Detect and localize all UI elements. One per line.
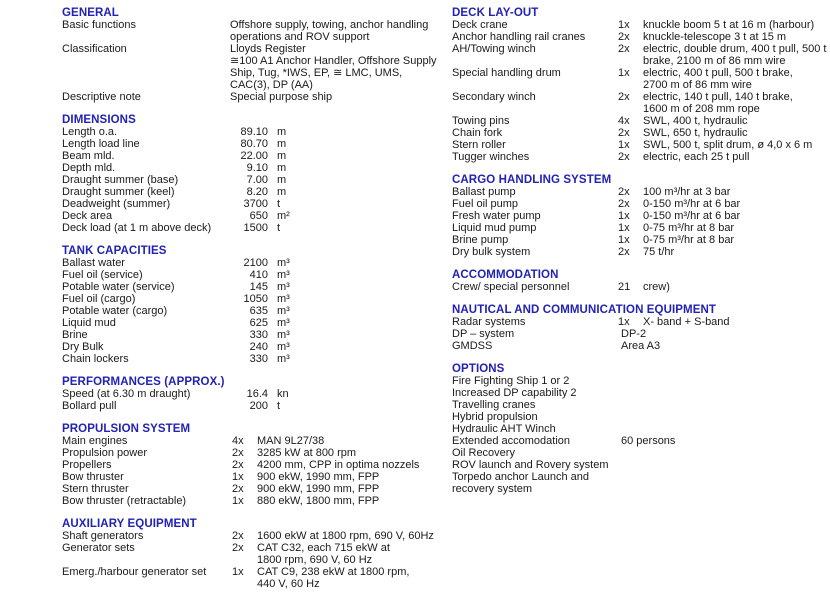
row-quantity: 1x xyxy=(618,222,630,234)
row-description xyxy=(643,67,793,91)
spec-row xyxy=(62,353,448,365)
row-label: DP – system xyxy=(452,328,515,340)
row-quantity: 1x xyxy=(618,234,630,246)
spec-row xyxy=(62,400,448,412)
text-line: CAC(3), DP (AA) xyxy=(230,79,313,91)
description-line: SWL, 650 t, hydraulic xyxy=(643,127,748,139)
section-dimensions xyxy=(62,114,448,234)
spec-row xyxy=(62,542,448,566)
row-label: Deadweight (summer) xyxy=(62,198,171,210)
description-line: 1600 ekW at 1800 rpm, 690 V, 60Hz xyxy=(257,530,434,542)
spec-row xyxy=(62,198,448,210)
row-label: Fuel oil (cargo) xyxy=(62,293,136,305)
row-description xyxy=(643,19,814,31)
spec-row xyxy=(62,459,448,471)
row-value: 200 xyxy=(249,400,268,412)
spec-row xyxy=(62,222,448,234)
row-value: 650 xyxy=(249,210,268,222)
row-value: 60 persons xyxy=(621,435,676,447)
row-label: Bollard pull xyxy=(62,400,117,412)
spec-row xyxy=(452,328,828,340)
description-line: 3285 kW at 800 rpm xyxy=(257,447,357,459)
row-unit: m³ xyxy=(277,257,290,269)
row-quantity: 2x xyxy=(618,198,630,210)
section-deck-lay-out xyxy=(452,7,828,163)
spec-row xyxy=(452,210,828,222)
row-label: Dry bulk system xyxy=(452,246,531,258)
row-description xyxy=(643,281,670,293)
row-label: Stern thruster xyxy=(62,483,129,495)
row-value: 1050 xyxy=(243,293,268,305)
spec-row xyxy=(62,174,448,186)
row-value: 22.00 xyxy=(240,150,268,162)
row-quantity: 2x xyxy=(618,127,630,139)
row-quantity: 2x xyxy=(618,151,630,163)
section-options xyxy=(452,363,828,495)
row-description xyxy=(257,459,419,471)
spec-row xyxy=(452,151,828,163)
text-line: Special purpose ship xyxy=(230,91,333,103)
description-line: 75 t/hr xyxy=(643,246,675,258)
row-description xyxy=(257,483,379,495)
row-unit: m xyxy=(277,138,287,150)
row-label: Extended accomodation xyxy=(452,435,571,447)
description-line: 0-75 m³/hr at 8 bar xyxy=(643,234,735,246)
spec-row xyxy=(62,293,448,305)
row-label: GMDSS xyxy=(452,340,493,352)
row-label: Torpedo anchor Launch and xyxy=(452,471,589,483)
spec-row xyxy=(452,198,828,210)
row-label: Length load line xyxy=(62,138,140,150)
description-line: 900 ekW, 1990 mm, FPP xyxy=(257,483,380,495)
row-label: Brine pump xyxy=(452,234,509,246)
spec-row xyxy=(452,447,828,459)
spec-row xyxy=(62,329,448,341)
row-value: DP-2 xyxy=(621,328,647,340)
row-label: Liquid mud xyxy=(62,317,116,329)
row-description xyxy=(257,542,390,566)
description-line: electric, double drum, 400 t pull, 500 t xyxy=(643,43,827,55)
spec-row xyxy=(452,375,828,387)
row-unit: m xyxy=(277,174,287,186)
spec-row xyxy=(62,281,448,293)
text-line: Lloyds Register xyxy=(230,43,306,55)
row-unit: m xyxy=(277,186,287,198)
row-label: Potable water (service) xyxy=(62,281,175,293)
row-unit: m xyxy=(277,162,287,174)
row-label: Descriptive note xyxy=(62,91,141,103)
row-description xyxy=(643,246,674,258)
spec-row xyxy=(62,566,448,590)
spec-row xyxy=(452,186,828,198)
row-quantity: 1x xyxy=(232,495,244,507)
spec-row xyxy=(452,399,828,411)
row-description xyxy=(643,186,730,198)
spec-row xyxy=(62,269,448,281)
row-description xyxy=(643,43,826,67)
row-value: 330 xyxy=(249,353,268,365)
row-unit: m³ xyxy=(277,269,290,281)
row-text xyxy=(230,19,428,43)
row-description xyxy=(643,127,748,139)
row-value: 240 xyxy=(249,341,268,353)
section-title: PERFORMANCES (APPROX.) xyxy=(62,376,225,388)
spec-row xyxy=(452,387,828,399)
row-label: Shaft generators xyxy=(62,530,144,542)
section-title: DIMENSIONS xyxy=(62,114,136,126)
section-title: TANK CAPACITIES xyxy=(62,245,167,257)
spec-row xyxy=(452,316,828,328)
row-unit: t xyxy=(277,222,281,234)
description-line: X- band + S-band xyxy=(643,316,730,328)
row-label: Ballast water xyxy=(62,257,125,269)
description-line: electric, each 25 t pull xyxy=(643,151,750,163)
spec-row xyxy=(62,19,448,43)
row-label: Draught summer (keel) xyxy=(62,186,175,198)
description-line: 1800 rpm, 690 V, 60 Hz xyxy=(257,554,373,566)
row-value: 635 xyxy=(249,305,268,317)
row-label: Draught summer (base) xyxy=(62,174,179,186)
row-quantity: 2x xyxy=(232,459,244,471)
row-quantity: 1x xyxy=(618,139,630,151)
row-label: Speed (at 6.30 m draught) xyxy=(62,388,191,400)
row-quantity: 1x xyxy=(618,316,630,328)
section-cargo-handling-system xyxy=(452,174,828,258)
description-line: 4200 mm, CPP in optima nozzels xyxy=(257,459,420,471)
section-title: DECK LAY-OUT xyxy=(452,7,539,19)
section-title: AUXILIARY EQUIPMENT xyxy=(62,518,197,530)
row-label: Liquid mud pump xyxy=(452,222,537,234)
spec-row xyxy=(62,317,448,329)
row-label: Special handling drum xyxy=(452,67,561,79)
spec-row xyxy=(62,305,448,317)
row-description xyxy=(643,210,740,222)
row-text xyxy=(230,43,437,91)
spec-row xyxy=(452,246,828,258)
row-label: Classification xyxy=(62,43,127,55)
row-quantity: 2x xyxy=(618,43,630,55)
row-unit: m xyxy=(277,126,287,138)
row-label: Ballast pump xyxy=(452,186,516,198)
row-unit: kn xyxy=(277,388,289,400)
description-line: 2700 m of 86 mm wire xyxy=(643,79,752,91)
row-label: Bow thruster xyxy=(62,471,124,483)
spec-row xyxy=(452,423,828,435)
row-quantity: 1x xyxy=(618,19,630,31)
row-label: Potable water (cargo) xyxy=(62,305,168,317)
row-value: 330 xyxy=(249,329,268,341)
row-text xyxy=(230,91,332,103)
row-label: Deck load (at 1 m above deck) xyxy=(62,222,212,234)
row-label: Chain lockers xyxy=(62,353,129,365)
spec-row xyxy=(62,483,448,495)
spec-row xyxy=(62,91,448,103)
row-description xyxy=(643,316,730,328)
section-general xyxy=(62,7,448,103)
row-label: Basic functions xyxy=(62,19,136,31)
row-quantity: 2x xyxy=(618,186,630,198)
spec-row xyxy=(62,471,448,483)
row-label: Emerg./harbour generator set xyxy=(62,566,207,578)
row-value: 16.4 xyxy=(246,388,268,400)
row-label: Deck crane xyxy=(452,19,508,31)
row-value: 89.10 xyxy=(240,126,268,138)
description-line: crew) xyxy=(643,281,670,293)
row-unit: t xyxy=(277,400,281,412)
section-title: CARGO HANDLING SYSTEM xyxy=(452,174,612,186)
row-description xyxy=(643,198,740,210)
row-quantity: 2x xyxy=(232,483,244,495)
section-tank-capacities xyxy=(62,245,448,365)
description-line: 1600 m of 208 mm rope xyxy=(643,103,760,115)
spec-row xyxy=(62,126,448,138)
row-label: Stern roller xyxy=(452,139,506,151)
text-line: Ship, Tug, *IWS, EP, ≅ LMC, UMS, xyxy=(230,67,403,79)
spec-row xyxy=(452,31,828,43)
description-line: 880 ekW, 1800 mm, FPP xyxy=(257,495,380,507)
description-line: brake, 2100 m of 86 mm wire xyxy=(643,55,786,67)
row-label: Hybrid propulsion xyxy=(452,411,538,423)
row-unit: m² xyxy=(277,210,290,222)
row-label: Travelling cranes xyxy=(452,399,536,411)
description-line: electric, 140 t pull, 140 t brake, xyxy=(643,91,793,103)
row-description xyxy=(257,447,356,459)
description-line: CAT C9, 238 ekW at 1800 rpm, xyxy=(257,566,410,578)
spec-row xyxy=(62,495,448,507)
row-description xyxy=(643,115,748,127)
row-description xyxy=(643,234,734,246)
row-quantity: 4x xyxy=(618,115,630,127)
row-value: 8.20 xyxy=(246,186,268,198)
spec-row xyxy=(62,341,448,353)
row-description xyxy=(257,435,324,447)
row-value: 625 xyxy=(249,317,268,329)
row-value: 7.00 xyxy=(246,174,268,186)
spec-row xyxy=(62,530,448,542)
row-value: 410 xyxy=(249,269,268,281)
row-quantity: 21 xyxy=(618,281,631,293)
spec-row xyxy=(452,459,828,471)
row-label: Chain fork xyxy=(452,127,503,139)
row-label: Tugger winches xyxy=(452,151,530,163)
row-label: Towing pins xyxy=(452,115,510,127)
spec-row xyxy=(452,340,828,352)
row-quantity: 2x xyxy=(232,542,244,554)
row-unit: m xyxy=(277,150,287,162)
row-quantity: 2x xyxy=(232,530,244,542)
row-label: Secondary winch xyxy=(452,91,536,103)
section-auxiliary-equipment xyxy=(62,518,448,590)
row-description xyxy=(643,151,749,163)
spec-left-column xyxy=(62,7,448,590)
row-unit: m³ xyxy=(277,329,290,341)
row-quantity: 2x xyxy=(618,91,630,103)
section-performances-approx xyxy=(62,376,448,412)
row-quantity: 1x xyxy=(618,67,630,79)
row-unit: m³ xyxy=(277,353,290,365)
spec-row xyxy=(452,471,828,483)
description-line: 0-75 m³/hr at 8 bar xyxy=(643,222,735,234)
row-quantity: 1x xyxy=(618,210,630,222)
spec-row xyxy=(452,222,828,234)
row-label: ROV launch and Rovery system xyxy=(452,459,609,471)
row-value: 9.10 xyxy=(246,162,268,174)
row-label: Radar systems xyxy=(452,316,526,328)
row-label: Hydraulic AHT Winch xyxy=(452,423,556,435)
row-unit: m³ xyxy=(277,305,290,317)
row-unit: m³ xyxy=(277,317,290,329)
text-line: ≅100 A1 Anchor Handler, Offshore Supply xyxy=(230,55,437,67)
row-label: Fresh water pump xyxy=(452,210,541,222)
row-unit: m³ xyxy=(277,341,290,353)
row-quantity: 2x xyxy=(618,31,630,43)
row-label: Propellers xyxy=(62,459,112,471)
spec-row xyxy=(62,257,448,269)
row-value: 3700 xyxy=(243,198,268,210)
description-line: knuckle-telescope 3 t at 15 m xyxy=(643,31,787,43)
section-title: PROPULSION SYSTEM xyxy=(62,423,191,435)
row-description xyxy=(643,139,812,151)
spec-row xyxy=(452,281,828,293)
row-label: Length o.a. xyxy=(62,126,118,138)
description-line: 0-150 m³/hr at 6 bar xyxy=(643,198,741,210)
spec-row xyxy=(452,139,828,151)
row-quantity: 2x xyxy=(618,246,630,258)
description-line: MAN 9L27/38 xyxy=(257,435,325,447)
spec-row xyxy=(452,19,828,31)
section-nautical-and-communication-equipment xyxy=(452,304,828,352)
row-value: 2100 xyxy=(243,257,268,269)
description-line: 900 ekW, 1990 mm, FPP xyxy=(257,471,380,483)
row-label: Crew/ special personnel xyxy=(452,281,570,293)
row-description xyxy=(643,31,786,43)
description-line: SWL, 500 t, split drum, ø 4,0 x 6 m xyxy=(643,139,813,151)
spec-row xyxy=(452,483,828,495)
row-unit: t xyxy=(277,198,281,210)
spec-row xyxy=(62,447,448,459)
spec-row xyxy=(62,435,448,447)
row-label: Propulsion power xyxy=(62,447,147,459)
row-value: Area A3 xyxy=(621,340,661,352)
text-line: operations and ROV support xyxy=(230,31,370,43)
description-line: SWL, 400 t, hydraulic xyxy=(643,115,748,127)
spec-row xyxy=(62,150,448,162)
row-label: Brine xyxy=(62,329,88,341)
spec-row xyxy=(452,67,828,91)
section-title: OPTIONS xyxy=(452,363,505,375)
row-label: recovery system xyxy=(452,483,533,495)
row-quantity: 1x xyxy=(232,471,244,483)
description-line: CAT C32, each 715 ekW at xyxy=(257,542,390,554)
description-line: knuckle boom 5 t at 16 m (harbour) xyxy=(643,19,815,31)
row-quantity: 4x xyxy=(232,435,244,447)
row-label: Dry Bulk xyxy=(62,341,104,353)
row-quantity: 2x xyxy=(232,447,244,459)
row-value: 145 xyxy=(249,281,268,293)
row-quantity: 1x xyxy=(232,566,244,578)
row-description xyxy=(257,495,379,507)
row-label: AH/Towing winch xyxy=(452,43,536,55)
row-unit: m³ xyxy=(277,293,290,305)
spec-row xyxy=(62,43,448,91)
spec-row xyxy=(452,234,828,246)
text-line: Offshore supply, towing, anchor handling xyxy=(230,19,429,31)
description-line: 0-150 m³/hr at 6 bar xyxy=(643,210,741,222)
row-label: Bow thruster (retractable) xyxy=(62,495,187,507)
row-label: Increased DP capability 2 xyxy=(452,387,577,399)
section-accommodation xyxy=(452,269,828,293)
spec-row xyxy=(62,210,448,222)
description-line: electric, 400 t pull, 500 t brake, xyxy=(643,67,793,79)
row-description xyxy=(643,222,734,234)
row-label: Beam mld. xyxy=(62,150,115,162)
section-title: ACCOMMODATION xyxy=(452,269,559,281)
row-label: Fire Fighting Ship 1 or 2 xyxy=(452,375,570,387)
row-label: Anchor handling rail cranes xyxy=(452,31,586,43)
description-line: 100 m³/hr at 3 bar xyxy=(643,186,731,198)
spec-row xyxy=(62,138,448,150)
spec-row xyxy=(452,115,828,127)
row-value: 80.70 xyxy=(240,138,268,150)
spec-row xyxy=(62,388,448,400)
spec-row xyxy=(62,162,448,174)
row-label: Fuel oil pump xyxy=(452,198,519,210)
section-title: GENERAL xyxy=(62,7,119,19)
spec-row xyxy=(62,186,448,198)
row-description xyxy=(643,91,793,115)
spec-right-column xyxy=(452,7,828,495)
spec-row xyxy=(452,127,828,139)
spec-row xyxy=(452,91,828,115)
row-label: Oil Recovery xyxy=(452,447,515,459)
row-unit: m³ xyxy=(277,281,290,293)
row-description xyxy=(257,530,434,542)
spec-row xyxy=(452,435,828,447)
row-description xyxy=(257,566,409,590)
row-value: 1500 xyxy=(243,222,268,234)
row-label: Deck area xyxy=(62,210,113,222)
row-label: Fuel oil (service) xyxy=(62,269,143,281)
row-label: Main engines xyxy=(62,435,128,447)
spec-row xyxy=(452,411,828,423)
row-description xyxy=(257,471,379,483)
row-label: Generator sets xyxy=(62,542,135,554)
section-propulsion-system xyxy=(62,423,448,507)
section-title: NAUTICAL AND COMMUNICATION EQUIPMENT xyxy=(452,304,717,316)
row-label: Depth mld. xyxy=(62,162,116,174)
description-line: 440 V, 60 Hz xyxy=(257,578,320,590)
spec-row xyxy=(452,43,828,67)
